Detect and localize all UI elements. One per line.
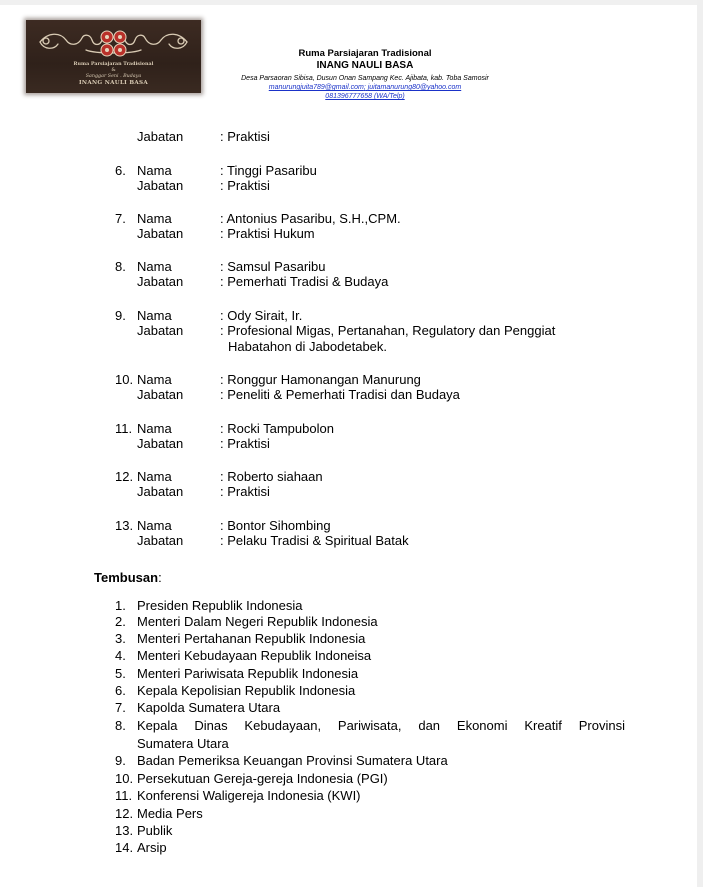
jabatan-label: Jabatan — [137, 533, 184, 548]
cc-number: 5. — [115, 666, 126, 681]
email-link-2[interactable]: juitamanurung80@yahoo.com — [367, 84, 462, 91]
organization-logo — [26, 20, 201, 93]
cc-text: Media Pers — [137, 806, 203, 821]
organization-address: Desa Parsaoran Sibisa, Dusun Onan Sampang Kec. Ajibata, kab. Toba Samosir — [241, 75, 489, 82]
jabatan-value: : Praktisi — [220, 129, 270, 144]
jabatan-value: : Praktisi — [220, 484, 270, 499]
cc-text: Presiden Republik Indonesia — [137, 598, 303, 613]
jabatan-label: Jabatan — [137, 274, 184, 289]
jabatan-label: Jabatan — [137, 323, 184, 338]
organization-subtitle: INANG NAULI BASA — [316, 60, 414, 71]
jabatan-value-continued: Habatahon di Jabodetabek. — [228, 339, 388, 354]
member-number: 8. — [115, 259, 126, 274]
cc-text: Arsip — [137, 840, 167, 855]
cc-text: Publik — [137, 823, 173, 838]
nama-value: : Roberto siahaan — [220, 469, 323, 484]
cc-number: 4. — [115, 648, 126, 663]
nama-value: : Antonius Pasaribu, S.H.,CPM. — [220, 211, 401, 226]
member-number: 13. — [115, 518, 134, 533]
cc-text: Persekutuan Gereja-gereja Indonesia (PGI) — [137, 771, 388, 786]
jabatan-value: : Profesional Migas, Pertanahan, Regulatory dan Penggiat — [220, 323, 556, 338]
nama-label: Nama — [137, 518, 172, 533]
cc-text: Kepala Kepolisian Republik Indonesia — [137, 683, 356, 698]
tembusan-title: Tembusan — [94, 570, 159, 585]
cc-text: Konferensi Waligereja Indonesia (KWI) — [137, 788, 361, 803]
cc-number: 3. — [115, 631, 126, 646]
jabatan-label: Jabatan — [137, 387, 184, 402]
nama-label: Nama — [137, 308, 172, 323]
member-number: 10. — [115, 372, 134, 387]
cc-text: Kepala Dinas Kebudayaan, Pariwisata, dan Ekonomi Kreatif Provinsi — [137, 718, 625, 733]
cc-number: 14. — [115, 840, 134, 855]
cc-number: 7. — [115, 700, 126, 715]
cc-number: 10. — [115, 771, 134, 786]
page-right-edge — [697, 0, 703, 887]
nama-label: Nama — [137, 259, 172, 274]
cc-number: 9. — [115, 753, 126, 768]
organization-emails — [200, 84, 530, 91]
jabatan-value: : Pemerhati Tradisi & Budaya — [220, 274, 389, 289]
nama-label: Nama — [137, 421, 172, 436]
jabatan-label: Jabatan — [137, 129, 184, 144]
email-separator: ; — [363, 84, 366, 91]
organization-name: Ruma Parsiajaran Tradisional — [298, 48, 432, 59]
jabatan-value: : Pelaku Tradisi & Spiritual Batak — [220, 533, 409, 548]
cc-number: 13. — [115, 823, 134, 838]
jabatan-value: : Praktisi — [220, 178, 270, 193]
nama-label: Nama — [137, 372, 172, 387]
organization-phone[interactable]: 081396777658 (WA/Telp) — [325, 93, 405, 100]
page-top-edge — [0, 0, 703, 5]
jabatan-value: : Praktisi Hukum — [220, 226, 315, 241]
logo-line-4: INANG NAULI BASA — [79, 80, 148, 86]
tembusan-colon: : — [158, 570, 162, 585]
jabatan-label: Jabatan — [137, 436, 184, 451]
nama-value: : Rocki Tampubolon — [220, 421, 334, 436]
nama-value: : Ody Sirait, Ir. — [220, 308, 303, 323]
tembusan-heading — [94, 570, 162, 585]
cc-number: 8. — [115, 718, 126, 733]
email-link-1[interactable]: manurungjuita789@gmail.com — [268, 84, 364, 91]
nama-value: : Tinggi Pasaribu — [220, 163, 317, 178]
jabatan-value: : Praktisi — [220, 436, 270, 451]
cc-text: Kapolda Sumatera Utara — [137, 700, 281, 715]
jabatan-value: : Peneliti & Pemerhati Tradisi dan Budaya — [220, 387, 460, 402]
nama-label: Nama — [137, 469, 172, 484]
jabatan-label: Jabatan — [137, 484, 184, 499]
cc-number: 1. — [115, 598, 126, 613]
member-number: 11. — [115, 421, 133, 436]
cc-number: 6. — [115, 683, 126, 698]
cc-number: 12. — [115, 806, 134, 821]
logo-line-1: Ruma Parsiajaran Tradisional — [73, 61, 154, 67]
nama-value: : Ronggur Hamonangan Manurung — [220, 372, 421, 387]
member-number: 9. — [115, 308, 126, 323]
cc-text: Menteri Kebudayaan Republik Indoneisa — [137, 648, 372, 663]
logo-line-2: & — [111, 68, 116, 73]
nama-label: Nama — [137, 211, 172, 226]
nama-value: : Samsul Pasaribu — [220, 259, 326, 274]
cc-number: 2. — [115, 614, 126, 629]
cc-number: 11. — [115, 788, 133, 803]
member-number: 12. — [115, 469, 134, 484]
cc-text: Menteri Pariwisata Republik Indonesia — [137, 666, 359, 681]
cc-text: Menteri Dalam Negeri Republik Indonesia — [137, 614, 378, 629]
cc-text: Sumatera Utara — [137, 736, 229, 751]
jabatan-label: Jabatan — [137, 226, 184, 241]
logo-line-3: Sanggar Seni . Budaya — [85, 74, 142, 79]
member-number: 7. — [115, 211, 126, 226]
member-number: 6. — [115, 163, 126, 178]
cc-text: Badan Pemeriksa Keuangan Provinsi Sumatera Utara — [137, 753, 448, 768]
cc-text: Menteri Pertahanan Republik Indonesia — [137, 631, 366, 646]
nama-label: Nama — [137, 163, 172, 178]
jabatan-label: Jabatan — [137, 178, 184, 193]
nama-value: : Bontor Sihombing — [220, 518, 331, 533]
